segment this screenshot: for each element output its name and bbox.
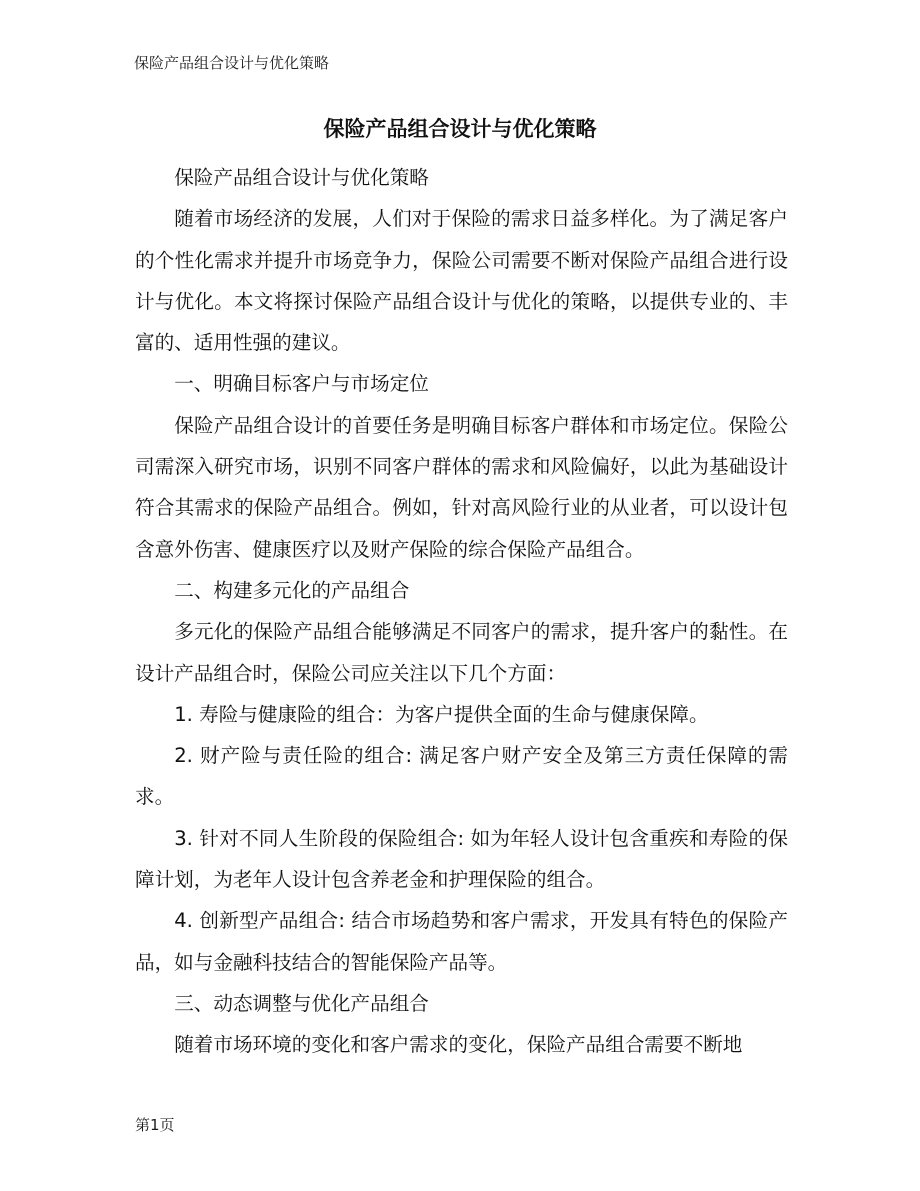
list-item-3: 3. 针对不同人生阶段的保险组合: 如为年轻人设计包含重疾和寿险的保障计划，为老年人设计包含养老金和护理保险的组合。	[135, 826, 788, 892]
section-heading-2: 二、构建多元化的产品组合	[174, 578, 410, 602]
paragraph-intro: 随着市场经济的发展，人们对于保险的需求日益多样化。为了满足客户的个性化需求并提升市场竞争力，保险公司需要不断对保险产品组合进行设计与优化。本文将探讨保险产品组合设计与优化的策略，以提供专业的、丰富的、适用性强的建议。	[135, 207, 788, 355]
document-body	[135, 157, 788, 1066]
list-item-4: 4. 创新型产品组合: 结合市场趋势和客户需求，开发具有特色的保险产品，如与金融科技结合的智能保险产品等。	[135, 909, 788, 974]
page-header: 保险产品组合设计与优化策略	[134, 54, 330, 72]
section-heading-1: 一、明确目标客户与市场定位	[174, 372, 429, 396]
paragraph-section-2: 多元化的保险产品组合能够满足不同客户的需求，提升客户的黏性。在设计产品组合时，保险公司应关注以下几个方面：	[135, 620, 788, 685]
section-heading-3: 三、动态调整与优化产品组合	[174, 991, 429, 1015]
list-item-2: 2. 财产险与责任险的组合: 满足客户财产安全及第三方责任保障的需求。	[135, 744, 788, 809]
paragraph-section-3: 随着市场环境的变化和客户需求的变化，保险产品组合需要不断地	[174, 1033, 743, 1057]
list-item-1: 1. 寿险与健康险的组合：为客户提供全面的生命与健康保障。	[174, 702, 709, 726]
paragraph-section-1: 保险产品组合设计的首要任务是明确目标客户群体和市场定位。保险公司需深入研究市场，识别不同客户群体的需求和风险偏好，以此为基础设计符合其需求的保险产品组合。例如，针对高风险行业的从业者，可以设计包含意外伤害、健康医疗以及财产保险的综合保险产品组合。	[135, 413, 788, 561]
paragraph-subtitle: 保险产品组合设计与优化策略	[174, 166, 429, 189]
document-title: 保险产品组合设计与优化策略	[323, 117, 597, 141]
page-number: 第1页	[135, 1116, 175, 1134]
